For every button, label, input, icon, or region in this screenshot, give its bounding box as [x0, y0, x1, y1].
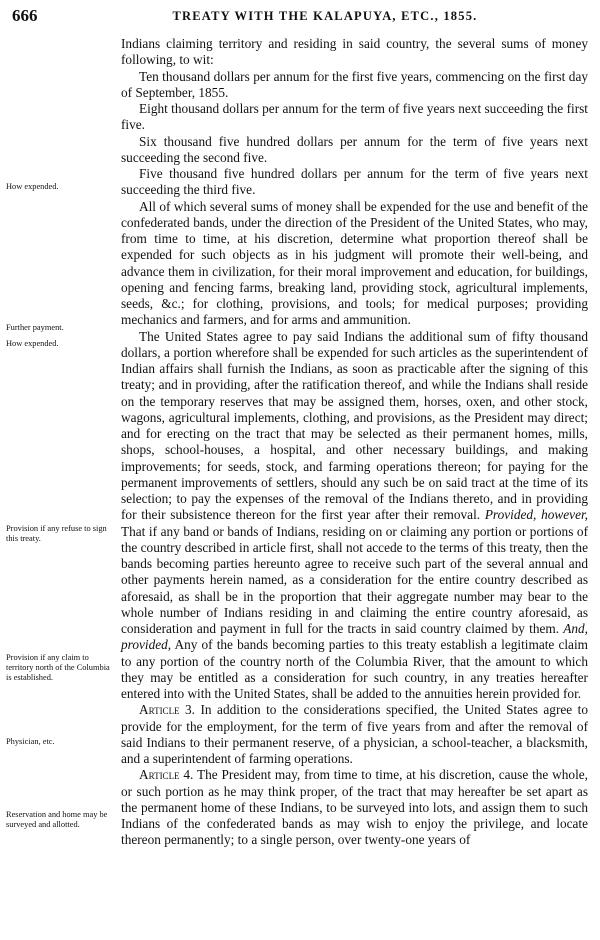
margin-note-columbia-claim: Provision if any claim to territory north of the Columbia is established. [6, 653, 110, 682]
proviso-phrase: Provided, however, [484, 507, 588, 523]
article-heading: Article 4. [139, 767, 194, 783]
margin-note-further-payment: Further payment. [6, 323, 64, 332]
paragraph: Ten thousand dollars per annum for the first five years, commencing on the first day of September, 1855. [121, 68, 588, 100]
paragraph-text: The United States agree to pay said Indians the additional sum of fifty thousand dollars, a portion wherefore shall be expended for such articles as the superintendent of Indian affairs shall furnish the Indians, as soon as practicable after the signing of this treaty; and in providing, after the ratification thereof, and while the Indians shall reside on the temporary reserves that may be assigned them, horses, oxen, and other stock, wagons, agricultural implements, clothing, and provisions, as the President may direct; and for erecting on the tract that may be selected as their permanent homes, mills, shops, school-houses, a hospital, and other necessary buildings, and making improvements; for seeds, stock, and farming operations thereon; for paying for the permanent improvements of settlers, should any such be on said tract at the time of its selection; to pay the expenses of the removal of the Indians thereto, and in providing for their subsistence thereon for the first year after their removal. [121, 328, 588, 523]
margin-note-reservation: Reservation and home may be surveyed and allotted. [6, 810, 108, 829]
article-3 [121, 702, 588, 767]
margin-note-physician: Physician, etc. [6, 737, 55, 746]
paragraph: Eight thousand dollars per annum for the term of five years next succeeding the first five. [121, 101, 588, 133]
article-heading: Article 3. [139, 702, 196, 718]
proviso-phrase: And, provided, [121, 621, 588, 653]
paragraph: Indians claiming territory and residing in said country, the several sums of money following, to wit: [121, 36, 588, 68]
page-number: 666 [12, 6, 38, 25]
margin-note-how-expended-2: How expended. [6, 339, 59, 348]
margin-note-refuse-to-sign: Provision if any refuse to sign this treaty. [6, 524, 107, 543]
body-text [121, 36, 588, 849]
paragraph-text: Any of the bands becoming parties to this treaty establish a legitimate claim to any portion of the country north of the Columbia River, that the amount to which they may be entitled as a consideration for such country, in any treaties hereafter entered into with the United States, shall be added to the annuities herein provided for. [121, 637, 588, 701]
paragraph: Five thousand five hundred dollars per annum for the term of five years next succeeding the third five. [121, 166, 588, 198]
paragraph-text: That if any band or bands of Indians, residing on or claiming any portion or portions of the country described in article first, shall not accede to the terms of this treaty, then the bands becoming parties hereunto agree to receive such part of the several annual and other payments herein named, as a consideration for the entire country described as aforesaid, as shall be in the proportion that their aggregate number may bear to the whole number of Indians residing in and claiming the entire country aforesaid, as consideration and payment in full for the tracts in said country claimed by them. [121, 523, 588, 636]
margin-note-how-expended: How expended. [6, 182, 59, 191]
paragraph-text: In addition to the considerations specified, the United States agree to provide for the employment, for the term of five years from and after the removal of said Indians to their permanent reserve, of a physician, a school-teacher, a blacksmith, and a superintendent of farming operations. [121, 702, 588, 766]
paragraph: All of which several sums of money shall be expended for the use and benefit of the confederated bands, under the direction of the President of the United States, who may, from time to time, at his discretion, determine what proportion thereof shall be expended for such objects as in his judgment will promote their well-being, and advance them in civilization, for their moral improvement and education, for buildings, opening and fencing farms, breaking land, providing stock, agricultural implements, seeds, &c.; for clothing, provisions, and tools; for medical purposes; providing mechanics and farmers, and for arms and ammunition. [121, 198, 588, 328]
paragraph-text: The President may, from time to time, at his discretion, cause the whole, or such portion as he may think proper, of the tract that may hereafter be set apart as the permanent home of these Indians, to be surveyed into lots, and assign them to such Indians of the confederated bands as may wish to enjoy the privilege, and locate thereon permanently; to a single person, over twenty-one years of [121, 767, 588, 848]
paragraph: Six thousand five hundred dollars per annum for the term of five years next succeeding the second five. [121, 133, 588, 165]
running-title: TREATY WITH THE KALAPUYA, ETC., 1855. [172, 9, 478, 23]
paragraph [121, 329, 588, 703]
article-4 [121, 767, 588, 848]
page-header [12, 6, 588, 26]
